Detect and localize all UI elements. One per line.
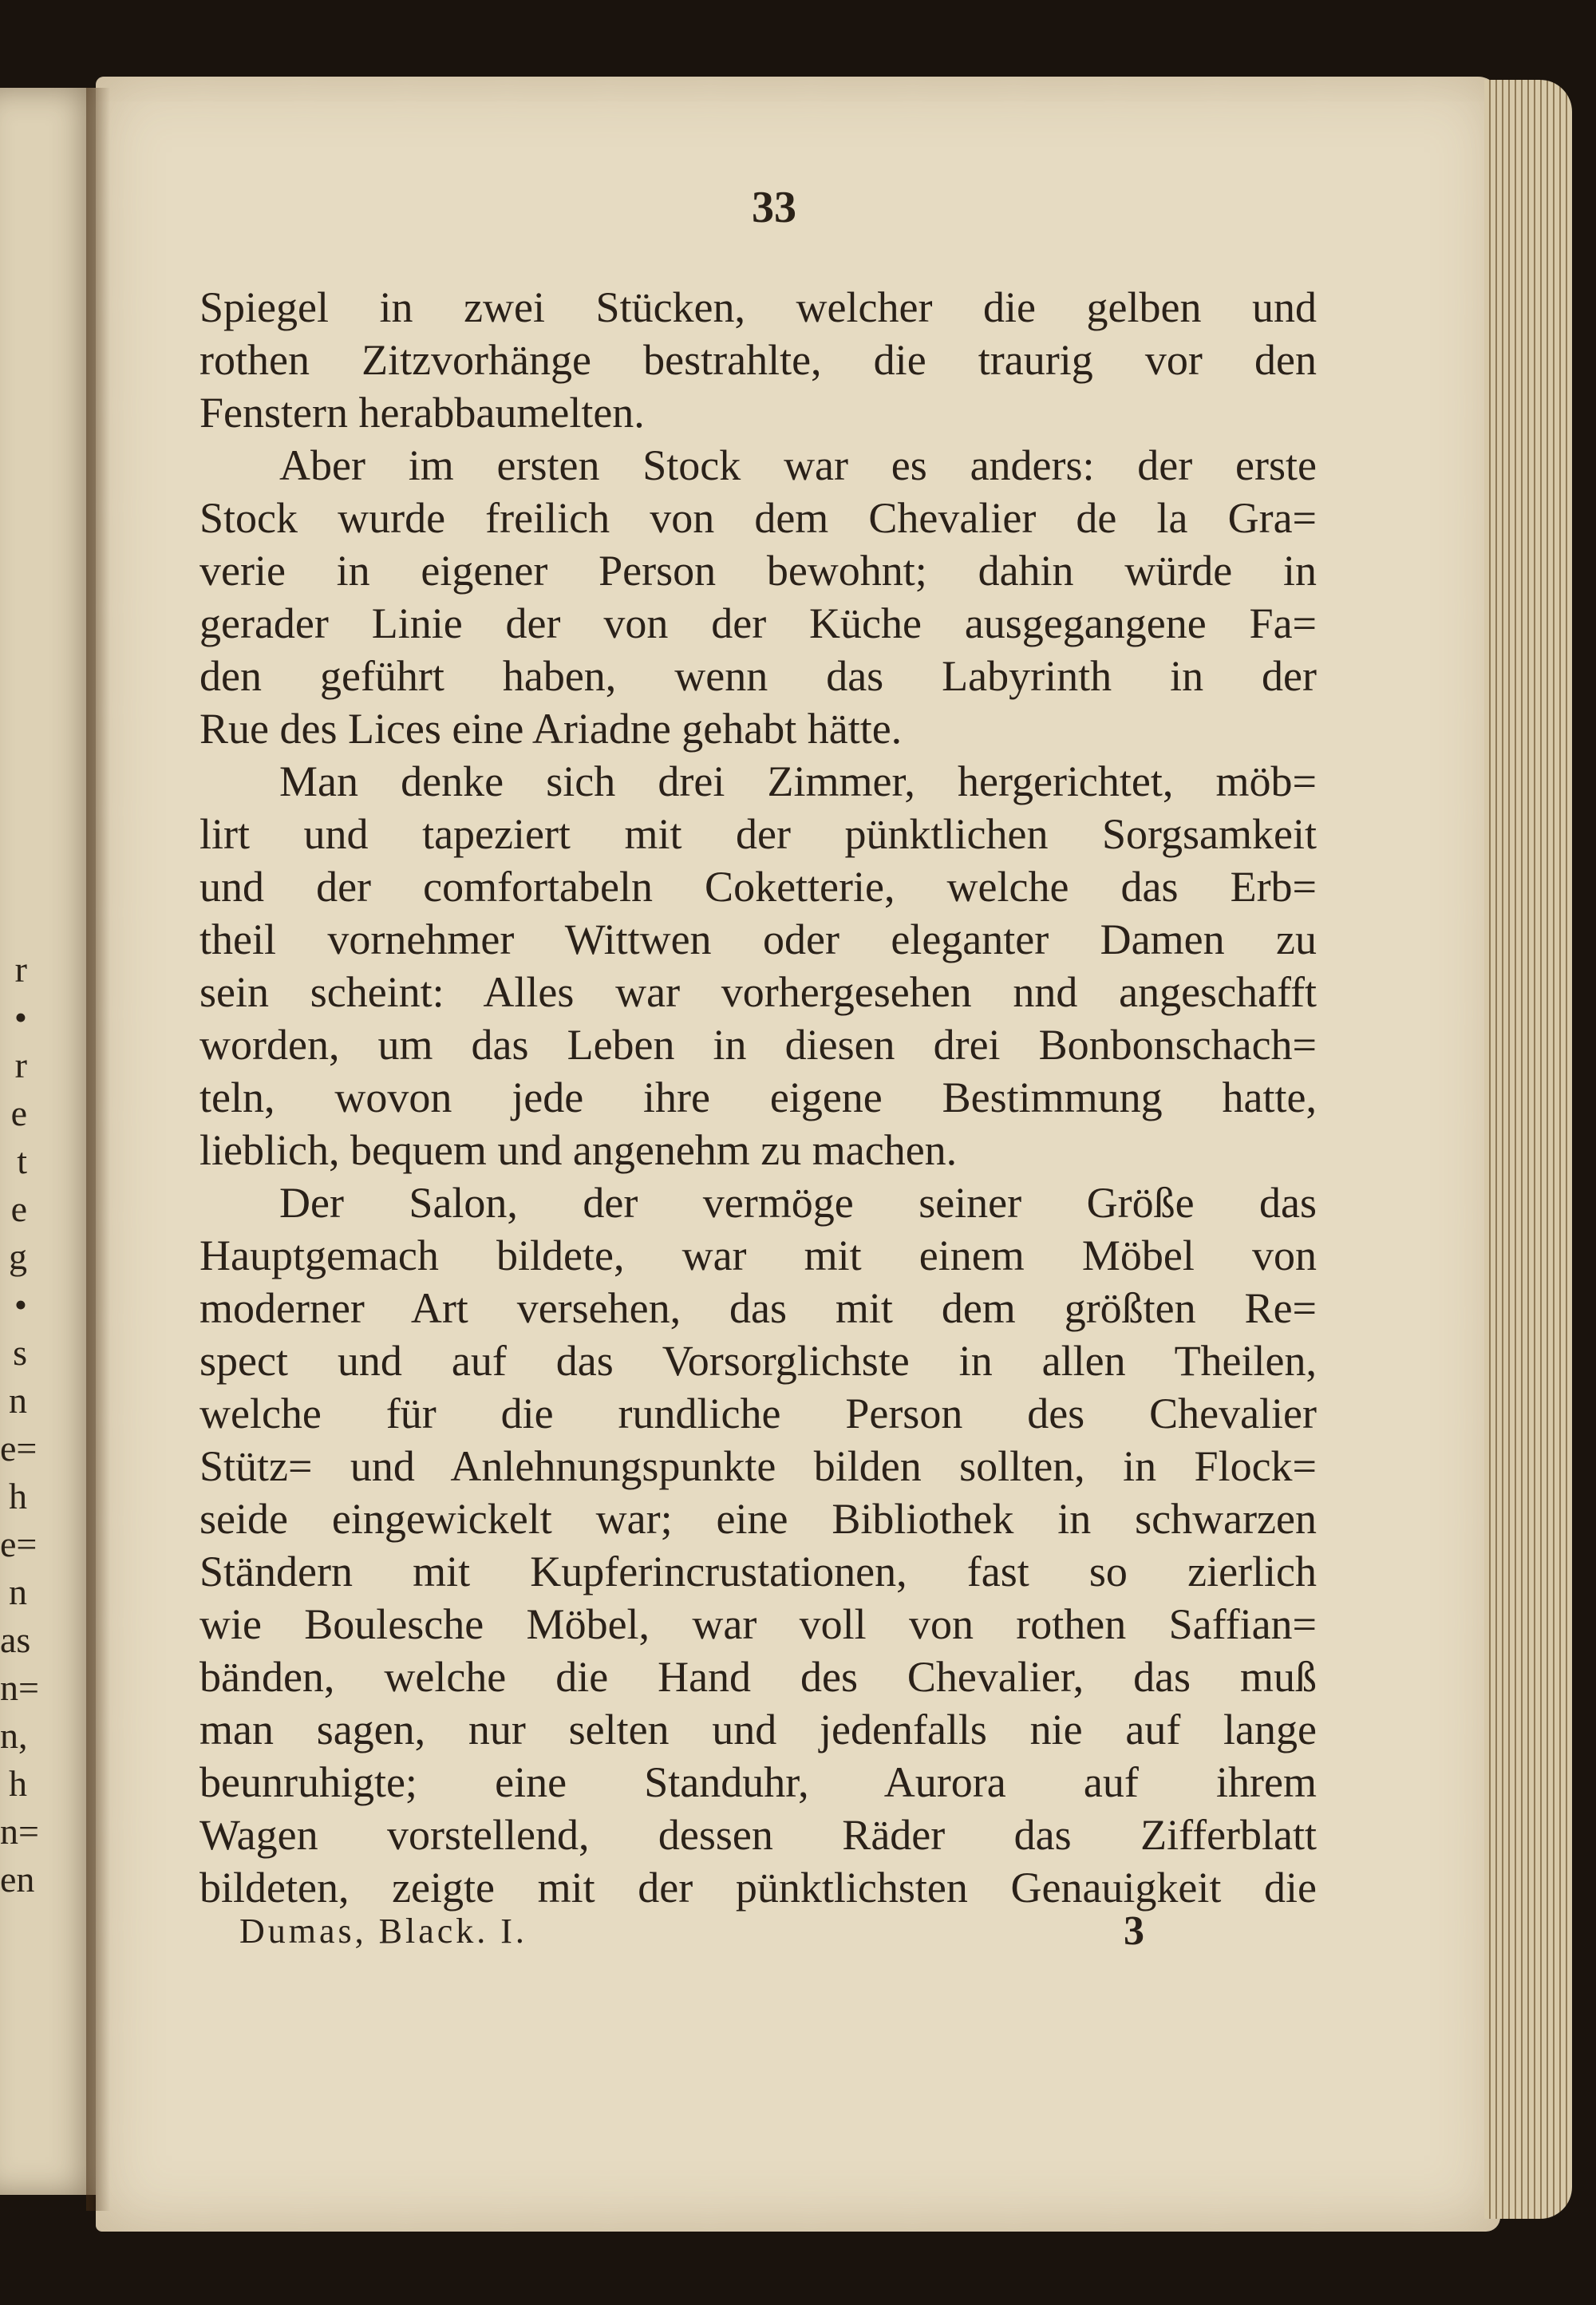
text-line: bildeten, zeigte mit der pünktlichsten Genauigkeit die — [200, 1864, 1317, 1912]
signature-number: 3 — [1124, 1908, 1144, 1954]
text-line: Wagen vorstellend, dessen Räder das Zifferblatt — [200, 1811, 1317, 1859]
text-line: Ständern mit Kupferincrustationen, fast so zierlich — [200, 1548, 1317, 1595]
text-line: rothen Zitzvorhänge bestrahlte, die traurig vor den — [200, 336, 1317, 384]
text-line: moderner Art versehen, das mit dem größten Re= — [200, 1284, 1317, 1332]
text-line: theil vornehmer Wittwen oder eleganter Damen zu — [200, 915, 1317, 963]
text-line: Aber im ersten Stock war es anders: der erste — [279, 441, 1317, 489]
text-line: Der Salon, der vermöge seiner Größe das — [279, 1179, 1317, 1227]
previous-page-fragment: e — [10, 1093, 27, 1133]
previous-page-fragment: n, — [0, 1715, 28, 1756]
text-line: seide eingewickelt war; eine Bibliothek in schwarzen — [200, 1495, 1317, 1543]
previous-page-fragment: as — [0, 1619, 31, 1660]
previous-page-fragment: e — [10, 1188, 27, 1229]
text-line: worden, um das Leben in diesen drei Bonbonschach= — [200, 1021, 1317, 1069]
previous-page-fragment: r — [14, 949, 27, 990]
text-line: Rue des Lices eine Ariadne gehabt hätte. — [200, 705, 903, 753]
previous-page-fragment: g — [9, 1236, 27, 1277]
previous-page-fragment: n — [9, 1572, 27, 1612]
text-line: welche für die rundliche Person des Chevalier — [200, 1390, 1317, 1437]
text-line: den geführt haben, wenn das Labyrinth in der — [200, 652, 1317, 700]
previous-page-fragment: s — [13, 1332, 27, 1373]
previous-page-text-fragments — [0, 946, 39, 1904]
text-line: spect und auf das Vorsorglichste in allen Theilen, — [200, 1337, 1317, 1385]
text-line: Man denke sich drei Zimmer, hergerichtet, möb= — [279, 757, 1317, 805]
text-line: sein scheint: Alles war vorhergesehen nnd angeschafft — [200, 968, 1317, 1016]
previous-page-fragment: n= — [0, 1811, 39, 1852]
text-line: Fenstern herabbaumelten. — [200, 389, 645, 437]
page-number: 33 — [752, 183, 796, 232]
page-gutter-shadow — [86, 88, 110, 2211]
text-line: teln, wovon jede ihre eigene Bestimmung hatte, — [200, 1073, 1317, 1121]
text-line: Stütz= und Anlehnungspunkte bilden sollten, in Flock= — [200, 1442, 1317, 1490]
previous-page-fragment: • — [14, 1284, 27, 1325]
text-line: Spiegel in zwei Stücken, welcher die gelben und — [200, 283, 1317, 331]
previous-page-fragment: h — [9, 1476, 27, 1516]
previous-page-fragment: r — [14, 1045, 27, 1085]
printer-signature: Dumas, Black. I. — [239, 1912, 527, 1951]
text-line: Stock wurde freilich von dem Chevalier de la Gra= — [200, 494, 1317, 542]
text-line: man sagen, nur selten und jedenfalls nie auf lange — [200, 1706, 1317, 1753]
previous-page-fragment: t — [17, 1141, 27, 1181]
text-line: wie Boulesche Möbel, war voll von rothen Saffian= — [200, 1600, 1317, 1648]
text-line: Hauptgemach bildete, war mit einem Möbel von — [200, 1232, 1317, 1279]
text-line: gerader Linie der von der Küche ausgegangene Fa= — [200, 599, 1317, 647]
previous-page-fragment: n — [9, 1380, 27, 1421]
previous-page-fragment: e= — [0, 1428, 38, 1469]
previous-page-fragment: h — [9, 1763, 27, 1804]
text-line: lieblich, bequem und angenehm zu machen. — [200, 1126, 958, 1174]
text-line: und der comfortabeln Coketterie, welche das Erb= — [200, 863, 1317, 911]
body-text — [200, 281, 1317, 1914]
text-line: verie in eigener Person bewohnt; dahin würde in — [200, 547, 1317, 595]
previous-page-fragment: • — [14, 997, 27, 1038]
previous-page-fragment: en — [0, 1859, 35, 1900]
text-line: bänden, welche die Hand des Chevalier, das muß — [200, 1653, 1317, 1701]
text-line: beunruhigte; eine Standuhr, Aurora auf ihrem — [200, 1758, 1317, 1806]
text-line: lirt und tapeziert mit der pünktlichen Sorgsamkeit — [200, 810, 1317, 858]
page-leaves-edge — [1484, 80, 1572, 2219]
previous-page-fragment: n= — [0, 1667, 39, 1708]
previous-page-fragment: e= — [0, 1524, 38, 1564]
